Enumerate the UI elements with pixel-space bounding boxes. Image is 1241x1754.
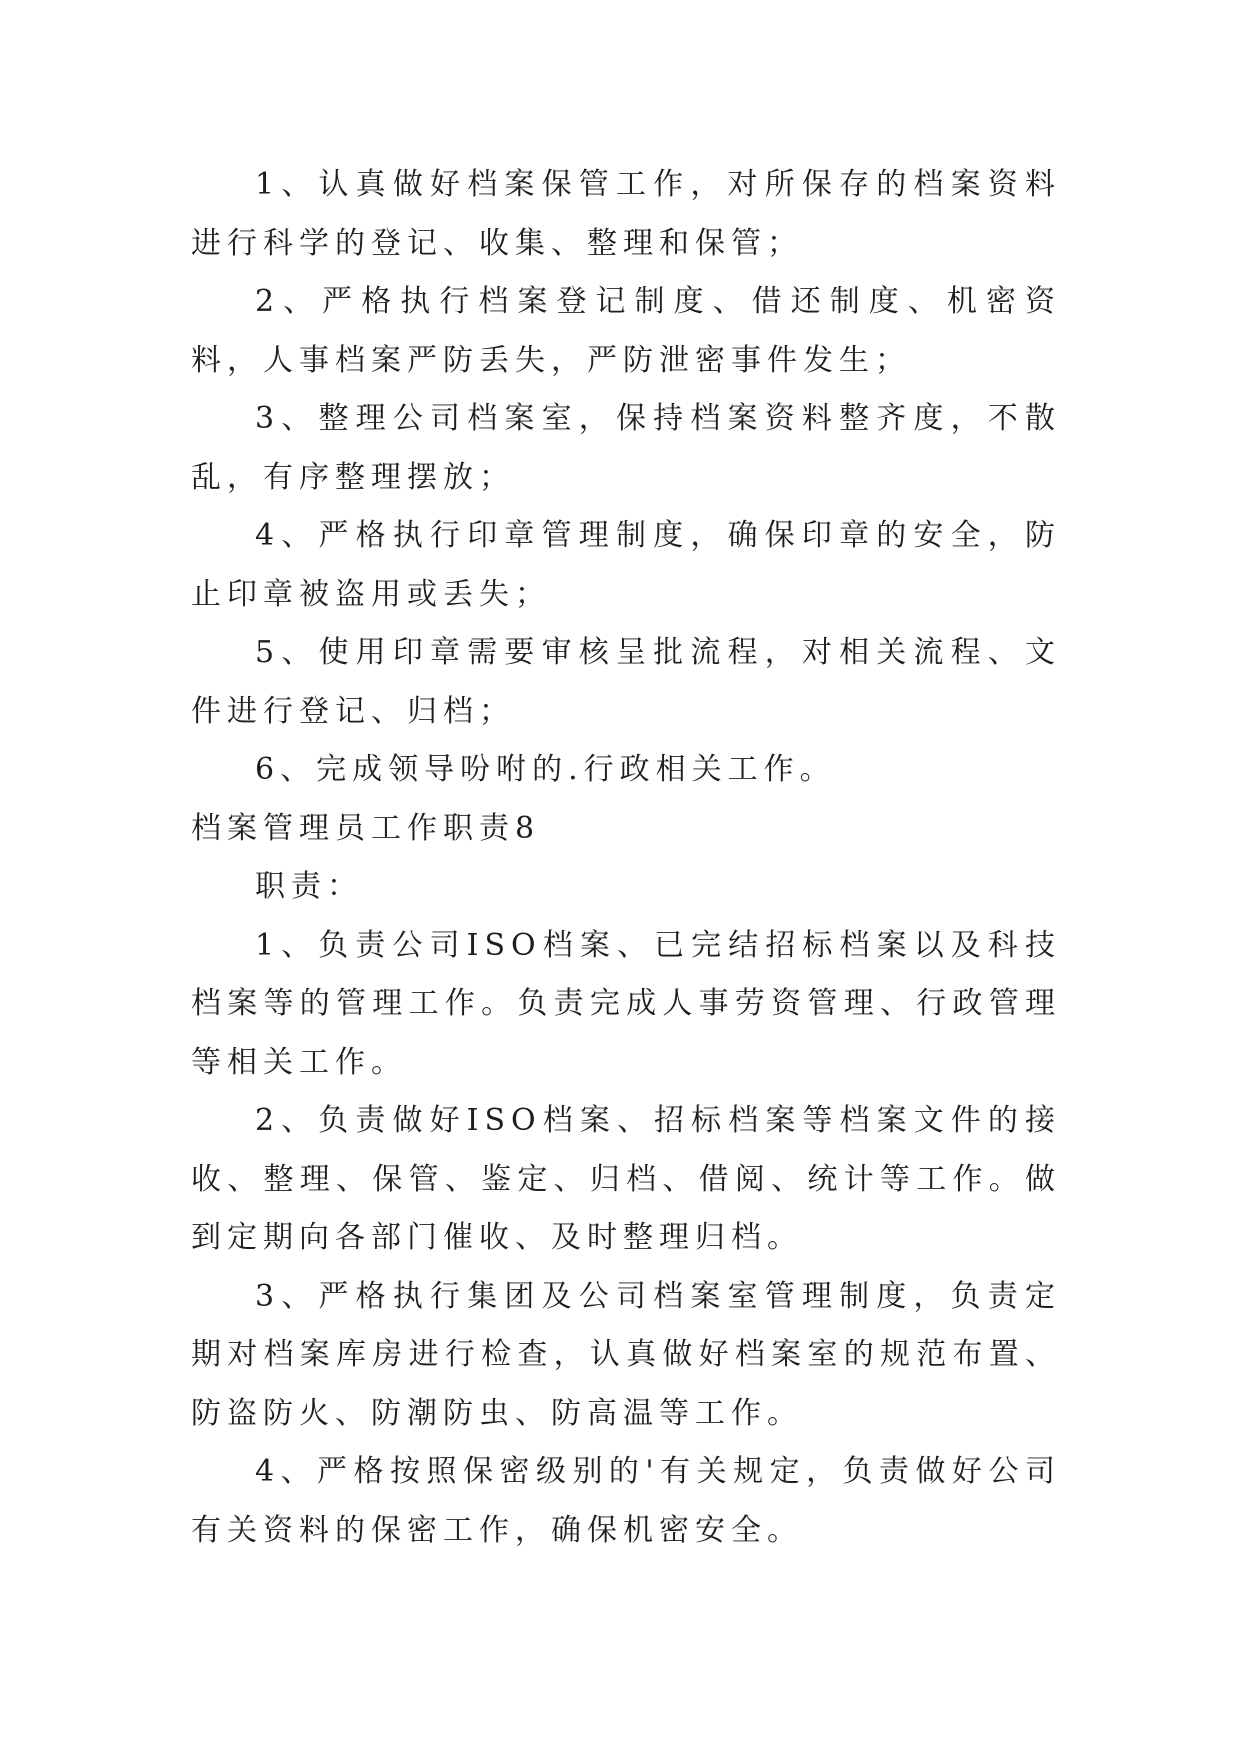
duty-item-2: 2、严格执行档案登记制度、借还制度、机密资料，人事档案严防丢失，严防泄密事件发生； <box>191 284 1061 378</box>
section-label: 职责： <box>255 869 363 904</box>
duty-item-3: 3、整理公司档案室，保持档案资料整齐度，不散乱，有序整理摆放； <box>191 401 1061 495</box>
duty-item-6: 6、完成领导吩咐的.行政相关工作。 <box>255 752 836 787</box>
responsibility-item-2: 2、负责做好ISO档案、招标档案等档案文件的接收、整理、保管、鉴定、归档、借阅、统计等工作。做到定期向各部门催收、及时整理归档。 <box>191 1103 1061 1255</box>
section-title: 档案管理员工作职责8 <box>191 810 541 846</box>
document-body <box>191 156 1061 1560</box>
responsibility-item-1: 1、负责公司ISO档案、已完结招标档案以及科技档案等的管理工作。负责完成人事劳资管理、行政管理等相关工作。 <box>191 927 1061 1080</box>
duty-item-1: 1、认真做好档案保管工作，对所保存的档案资料进行科学的登记、收集、整理和保管； <box>191 167 1061 261</box>
duty-item-5: 5、使用印章需要审核呈批流程，对相关流程、文件进行登记、归档； <box>191 635 1061 729</box>
duty-item-4: 4、严格执行印章管理制度，确保印章的安全，防止印章被盗用或丢失； <box>191 518 1061 612</box>
responsibility-item-3: 3、严格执行集团及公司档案室管理制度，负责定期对档案库房进行检查，认真做好档案室的规范布置、防盗防火、防潮防虫、防高温等工作。 <box>191 1278 1061 1431</box>
responsibility-item-4: 4、严格按照保密级别的'有关规定，负责做好公司有关资料的保密工作，确保机密安全。 <box>191 1454 1061 1548</box>
